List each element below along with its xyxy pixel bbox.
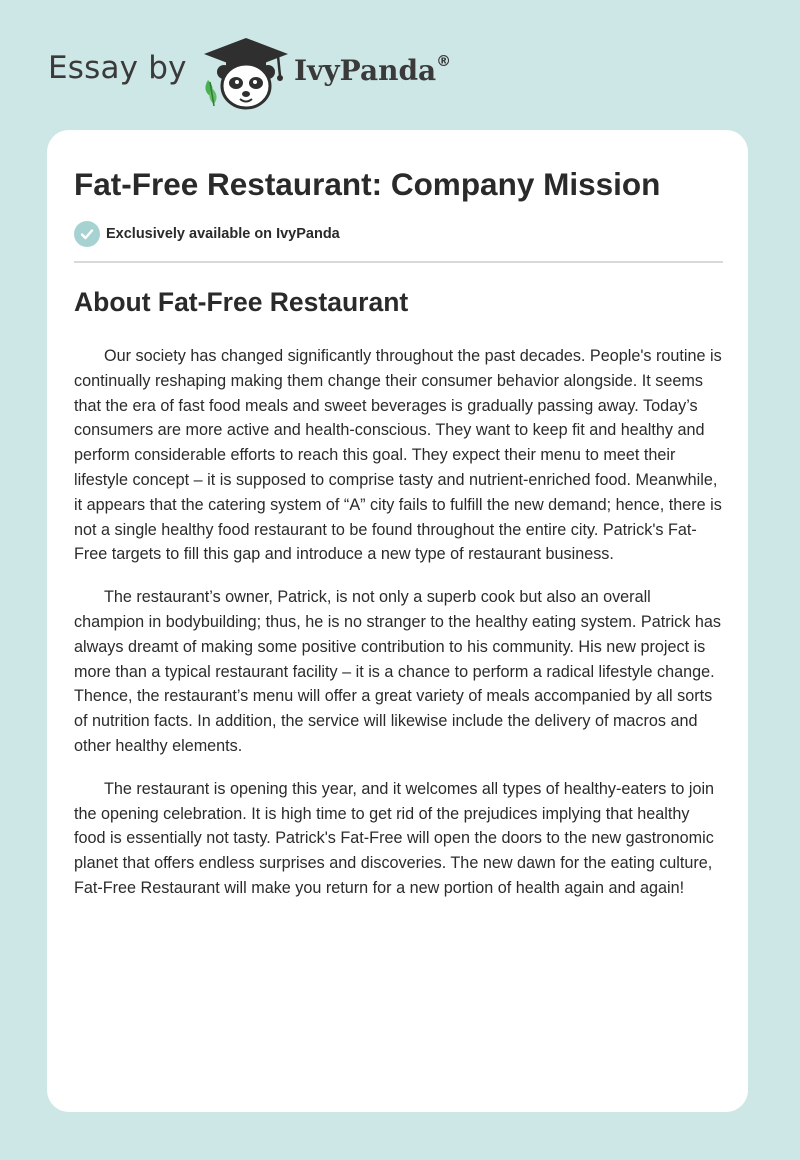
badge-text: Exclusively available on IvyPanda [106, 226, 340, 242]
registered-mark: ® [436, 51, 452, 70]
page-title: Fat-Free Restaurant: Company Mission [74, 166, 661, 202]
paragraph-3: The restaurant is opening this year, and it welcomes all types of healthy-eaters to join the opening celebration. It is high time to get rid of the prejudices implying that healthy food is essentially not tasty. Patrick's Fat-Free will open the doors to the new gastronomic planet that offers endless surprises and discoveries. The new dawn for the eating culture, Fat-Free Restaurant will make you return for a new portion of health again and again! [74, 779, 715, 897]
paragraph-2: The restaurant’s owner, Patrick, is not only a superb cook but also an overall champion in bodybuilding; thus, he is no stranger to the healthy eating system. Patrick has always dreamt of making some positive contribution to his community. His new project is more than a typical restaurant facility – it is a chance to perform a radical lifestyle change. Thence, the restaurant’s menu will offer a great variety of meals accompanied by all sorts of nutrition facts. In addition, the service will likewise include the delivery of macros and other healthy elements. [74, 588, 721, 755]
section-heading: About Fat-Free Restaurant [74, 287, 409, 317]
site-header [0, 0, 800, 130]
exclusive-badge [74, 221, 340, 247]
panda-logo-icon[interactable] [200, 36, 292, 110]
essay-by-label: Essay by [48, 50, 187, 86]
essay-card [47, 130, 748, 1112]
essay-body [74, 344, 724, 919]
divider [74, 261, 723, 263]
brand-name[interactable] [294, 51, 452, 87]
paragraph-1: Our society has changed significantly throughout the past decades. People's routine is continually reshaping making them change their consumer behavior alongside. It seems that the era of fast food meals and sweet beverages is gradually passing away. Today’s consumers are more active and health-conscious. They want to keep fit and healthy and perform considerable efforts to reach this goal. They expect their menu to meet their lifestyle concept – it is supposed to comprise tasty and nutrient-enriched food. Meanwhile, it appears that the catering system of “A” city fails to fulfill the new demand; hence, there is not a single healthy food restaurant to be found throughout the entire city. Patrick's Fat-Free targets to fill this gap and introduce a new type of restaurant business. [74, 347, 722, 564]
check-icon [74, 221, 100, 247]
brand-text: IvyPanda [294, 54, 437, 87]
